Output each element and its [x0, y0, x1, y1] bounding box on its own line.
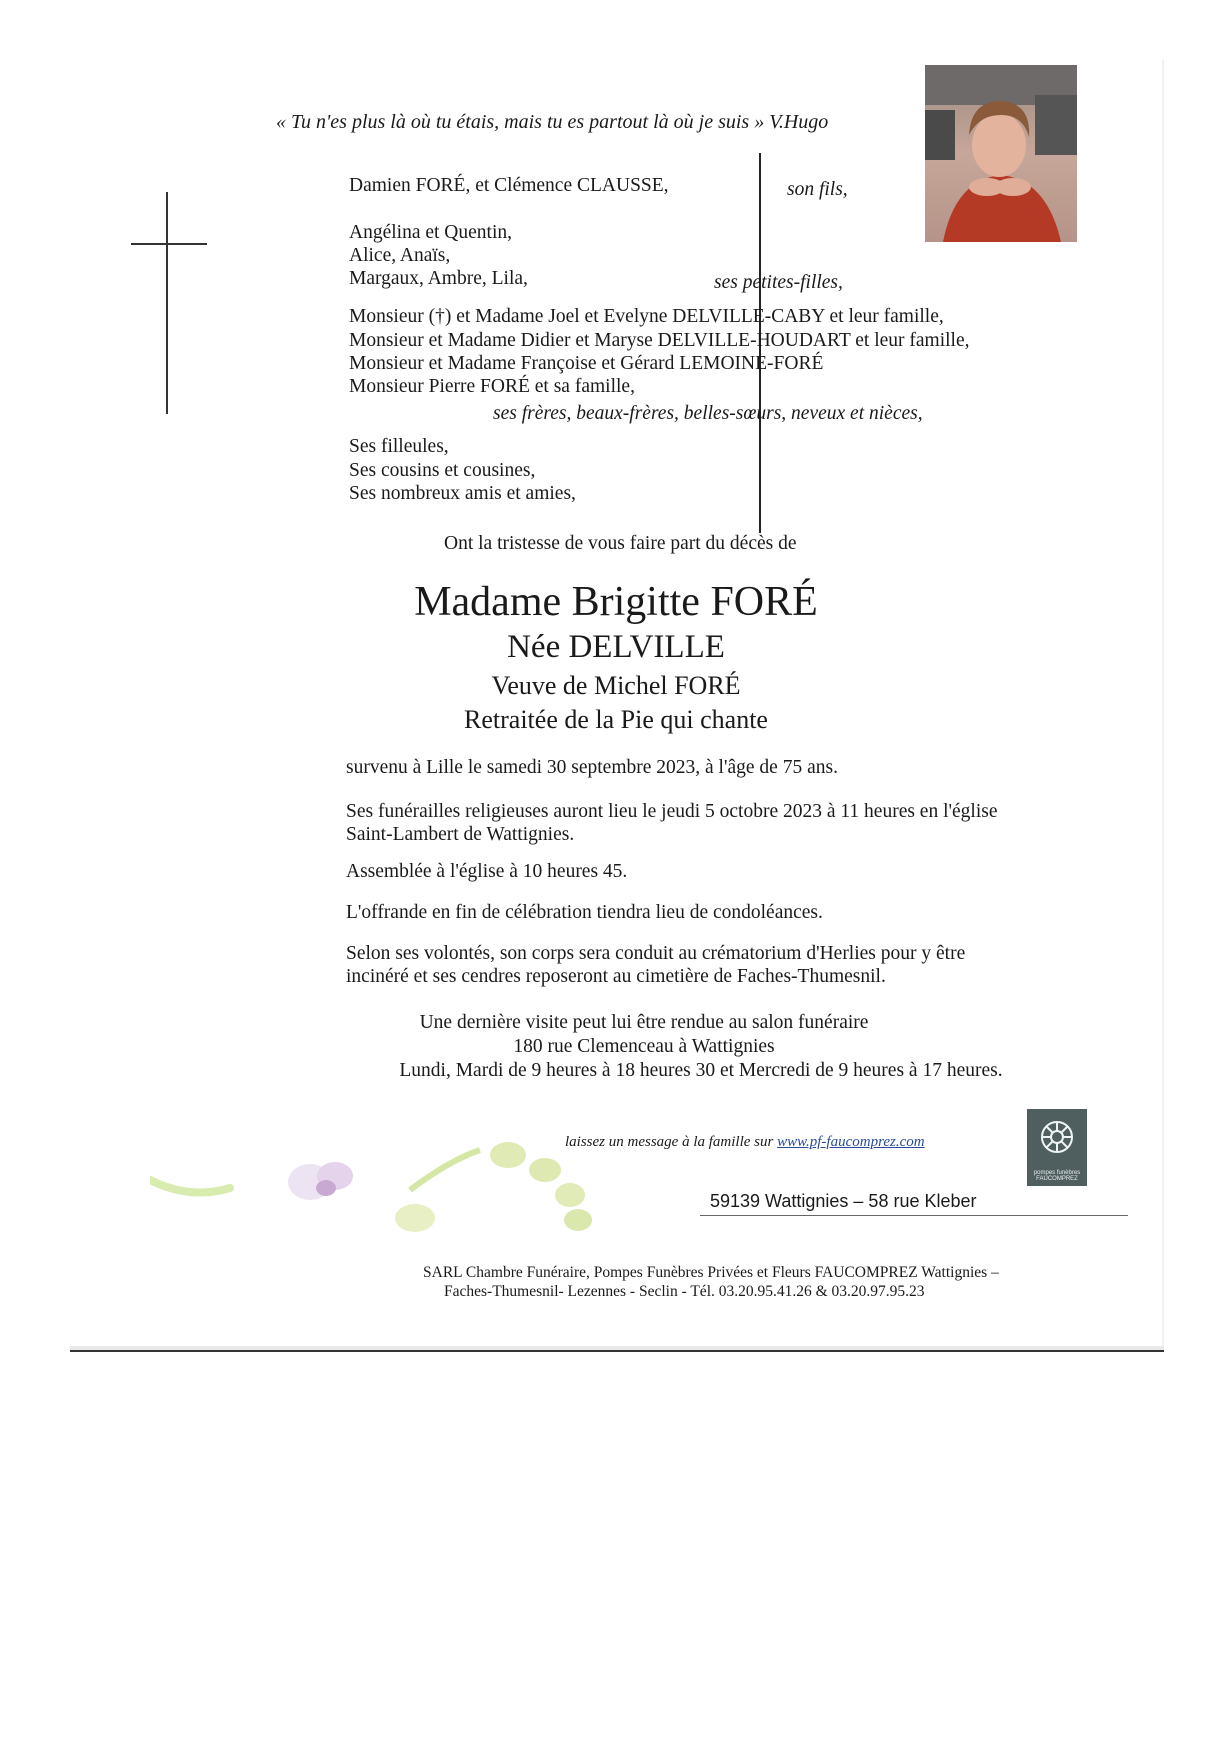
message-prefix: laissez un message à la famille sur [565, 1134, 778, 1150]
siblings-label: ses frères, beaux-frères, belles-sœurs, neveux et nièces, [493, 403, 923, 424]
granddaughter-line: Alice, Anaïs, [349, 245, 451, 266]
faucomprez-logo [1027, 1109, 1087, 1186]
son-label: son fils, [787, 179, 848, 200]
cremation-details-2: incinéré et ses cendres reposeront au cimetière de Faches-Thumesnil. [346, 966, 886, 987]
logo-text: pompes funèbres FAUCOMPREZ [1033, 1170, 1081, 1182]
other-line: Ses nombreux amis et amies, [349, 483, 576, 504]
website-link[interactable]: www.pf-faucomprez.com [777, 1134, 925, 1150]
funeral-location: Saint-Lambert de Wattignies. [346, 824, 575, 845]
sibling-line: Monsieur (†) et Madame Joel et Evelyne DELVILLE-CABY et leur famille, [349, 306, 944, 327]
message-line [565, 1134, 925, 1151]
sibling-line: Monsieur Pierre FORÉ et sa famille, [349, 376, 635, 397]
offering-details: L'offrande en fin de célébration tiendra lieu de condoléances. [346, 902, 823, 923]
assembly-details: Assemblée à l'église à 10 heures 45. [346, 861, 628, 882]
sheet-bottom-edge [70, 1350, 1164, 1352]
granddaughter-line: Margaux, Ambre, Lila, [349, 268, 528, 289]
cross-vertical [166, 192, 168, 414]
sibling-line: Monsieur et Madame Françoise et Gérard LEMOINE-FORÉ [349, 353, 824, 374]
visit-line-1: Une dernière visite peut lui être rendue au salon funéraire [419, 1012, 869, 1033]
address-underline [700, 1215, 1128, 1216]
visit-line-2: 180 rue Clemenceau à Wattignies [513, 1036, 775, 1057]
orchid-decoration [150, 1140, 610, 1240]
deceased-widow: Veuve de Michel FORÉ [491, 671, 741, 700]
visit-line-3: Lundi, Mardi de 9 heures à 18 heures 30 et Mercredi de 9 heures à 17 heures. [399, 1060, 1003, 1081]
cremation-details: Selon ses volontés, son corps sera conduit au crématorium d'Herlies pour y être [346, 943, 966, 964]
footer-company: SARL Chambre Funéraire, Pompes Funèbres Privées et Fleurs FAUCOMPREZ Wattignies – [423, 1264, 999, 1281]
address: 59139 Wattignies – 58 rue Kleber [710, 1191, 977, 1211]
sibling-line: Monsieur et Madame Didier et Maryse DELVILLE-HOUDART et leur famille, [349, 330, 970, 351]
announcement: Ont la tristesse de vous faire part du décès de [444, 533, 797, 554]
deceased-name: Madame Brigitte FORÉ [414, 579, 818, 625]
footer-contact: Faches-Thumesnil- Lezennes - Seclin - Tél. 03.20.95.41.26 & 03.20.97.95.23 [444, 1283, 925, 1300]
flower-logo-icon [1027, 1109, 1087, 1169]
deceased-occupation: Retraitée de la Pie qui chante [464, 705, 768, 734]
funeral-details: Ses funérailles religieuses auront lieu le jeudi 5 octobre 2023 à 11 heures en l'église [346, 801, 998, 822]
other-line: Ses filleules, [349, 436, 449, 457]
other-line: Ses cousins et cousines, [349, 460, 536, 481]
portrait-photo [925, 65, 1077, 242]
granddaughter-line: Angélina et Quentin, [349, 222, 512, 243]
son-line: Damien FORÉ, et Clémence CLAUSSE, [349, 175, 669, 196]
deceased-maiden-name: Née DELVILLE [507, 629, 725, 665]
quote: « Tu n'es plus là où tu étais, mais tu es partout là où je suis » V.Hugo [276, 111, 829, 133]
granddaughters-label: ses petites-filles, [714, 272, 843, 293]
cross-horizontal [131, 243, 207, 245]
death-details: survenu à Lille le samedi 30 septembre 2023, à l'âge de 75 ans. [346, 757, 838, 778]
